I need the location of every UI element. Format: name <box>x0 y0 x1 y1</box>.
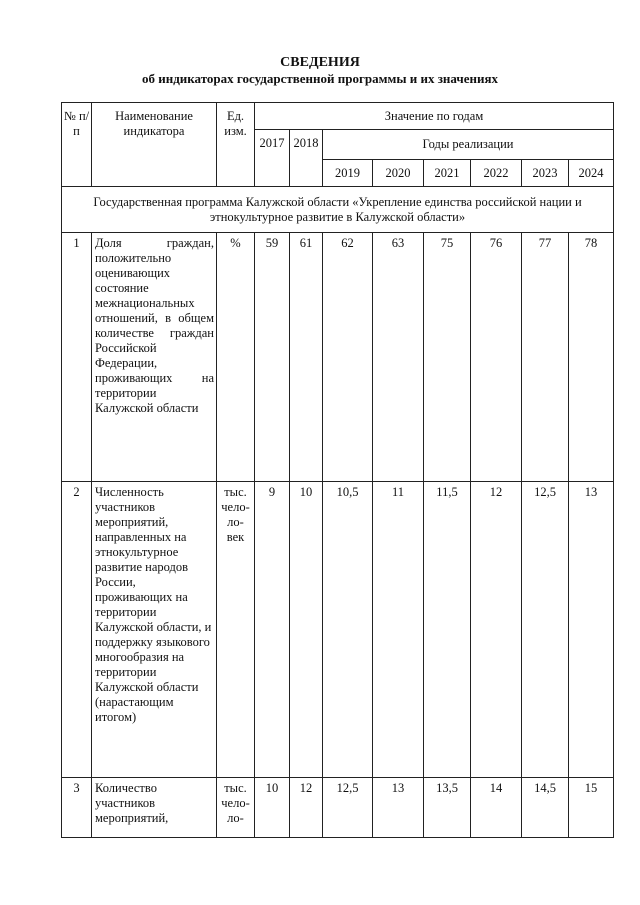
header-year-2019: 2019 <box>323 160 373 187</box>
value-2019: 12,5 <box>323 778 373 838</box>
value-2019: 62 <box>323 233 373 482</box>
value-2022: 12 <box>471 482 522 778</box>
value-2020: 11 <box>373 482 424 778</box>
unit-cell: тыс. чело- ло- век <box>217 482 255 778</box>
value-2017: 59 <box>255 233 290 482</box>
row-number: 3 <box>62 778 92 838</box>
indicator-name: Численность участников мероприятий, направленных на этнокультурное развитие народов России, проживающих на территории Калужской области, и поддержку языкового многообразия на территории Калужской области (нарастающим итогом) <box>92 482 217 778</box>
value-2024: 15 <box>569 778 614 838</box>
header-name: Наименование индикатора <box>92 103 217 187</box>
row-number: 1 <box>62 233 92 482</box>
header-year-2021: 2021 <box>424 160 471 187</box>
document-title: СВЕДЕНИЯ <box>280 55 360 70</box>
header-year-2022: 2022 <box>471 160 522 187</box>
unit-cell: % <box>217 233 255 482</box>
value-2017: 9 <box>255 482 290 778</box>
value-2018: 10 <box>290 482 323 778</box>
program-title: Государственная программа Калужской области «Укрепление единства российской нации и этнокультурное развитие в Калужской области» <box>62 187 614 233</box>
indicator-name: Количество участников мероприятий, <box>92 778 217 838</box>
value-2017: 10 <box>255 778 290 838</box>
value-2023: 14,5 <box>522 778 569 838</box>
value-2024: 13 <box>569 482 614 778</box>
indicators-table <box>61 102 614 838</box>
header-implementation-years: Годы реализации <box>323 130 614 160</box>
value-2024: 78 <box>569 233 614 482</box>
document-subtitle: об индикаторах государственной программы и их значениях <box>141 71 499 86</box>
table-row <box>62 482 614 778</box>
value-2023: 77 <box>522 233 569 482</box>
value-2021: 75 <box>424 233 471 482</box>
value-2022: 76 <box>471 233 522 482</box>
header-num: № п/п <box>62 103 92 187</box>
value-2020: 63 <box>373 233 424 482</box>
value-2020: 13 <box>373 778 424 838</box>
header-year-2024: 2024 <box>569 160 614 187</box>
value-2021: 11,5 <box>424 482 471 778</box>
value-2018: 12 <box>290 778 323 838</box>
indicator-name: Доля граждан, положительно оценивающих состояние межнациональных отношений, в общем количестве граждан Российской Федерации, проживающих на территории Калужской области <box>92 233 217 482</box>
header-year-2017: 2017 <box>255 130 290 187</box>
value-2022: 14 <box>471 778 522 838</box>
unit-cell: тыс. чело- ло- <box>217 778 255 838</box>
row-number: 2 <box>62 482 92 778</box>
value-2021: 13,5 <box>424 778 471 838</box>
header-values: Значение по годам <box>255 103 614 130</box>
header-year-2018: 2018 <box>290 130 323 187</box>
value-2019: 10,5 <box>323 482 373 778</box>
table-row <box>62 778 614 838</box>
value-2023: 12,5 <box>522 482 569 778</box>
header-unit: Ед. изм. <box>217 103 255 187</box>
header-year-2020: 2020 <box>373 160 424 187</box>
value-2018: 61 <box>290 233 323 482</box>
table-row <box>62 233 614 482</box>
header-year-2023: 2023 <box>522 160 569 187</box>
